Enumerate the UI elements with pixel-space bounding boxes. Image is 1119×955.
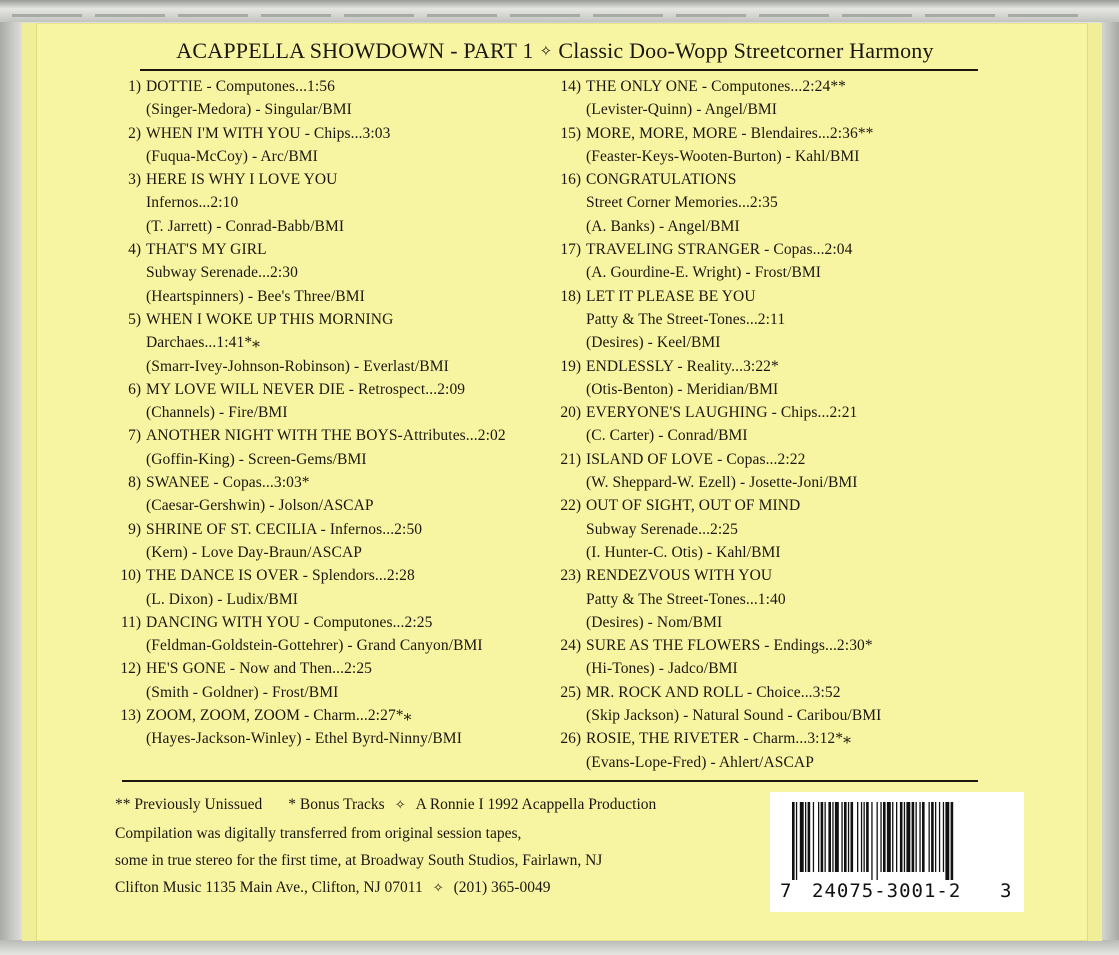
track-title: ISLAND OF LOVE - Copas...2:22 xyxy=(586,450,806,468)
footer-legend xyxy=(115,796,656,814)
track-detail-line xyxy=(108,494,538,517)
track-title-line xyxy=(548,634,978,657)
header-rule xyxy=(140,69,978,71)
track-title: MY LOVE WILL NEVER DIE - Retrospect...2:09 xyxy=(146,380,466,398)
track-detail-line xyxy=(108,401,538,424)
track-info: (Levister-Quinn) - Angel/BMI xyxy=(586,101,778,119)
case-top-edge xyxy=(0,0,1119,22)
track-entry xyxy=(108,75,538,122)
barcode-bar xyxy=(943,802,944,872)
track-title-line xyxy=(108,75,538,98)
barcode-bar xyxy=(861,802,862,872)
track-title: ENDLESSLY - Reality...3:22* xyxy=(586,357,779,375)
track-info: Patty & The Street-Tones...2:11 xyxy=(586,310,786,328)
barcode-bar xyxy=(813,802,814,872)
track-number: 26) xyxy=(560,730,581,748)
track-title: SWANEE - Copas...3:03* xyxy=(146,474,310,492)
barcode-bar xyxy=(922,802,925,872)
track-info: (Otis-Benton) - Meridian/BMI xyxy=(586,380,779,398)
barcode-bar xyxy=(851,802,854,872)
track-info: (Desires) - Nom/BMI xyxy=(586,613,723,631)
track-title-line xyxy=(108,378,538,401)
barcode-bar xyxy=(800,802,804,872)
track-title-line xyxy=(108,122,538,145)
track-detail-line xyxy=(108,145,538,168)
track-title-line xyxy=(548,448,978,471)
track-info: (W. Sheppard-W. Ezell) - Josette-Joni/BMI xyxy=(586,474,858,492)
track-number: 15) xyxy=(560,124,581,142)
track-number: 17) xyxy=(560,241,581,259)
track-title-line xyxy=(548,238,978,261)
track-title: MR. ROCK AND ROLL - Choice...3:52 xyxy=(586,683,841,701)
track-entry xyxy=(108,122,538,169)
track-entry xyxy=(108,704,538,751)
barcode-bar xyxy=(900,802,903,872)
track-title-line xyxy=(108,657,538,680)
track-entry xyxy=(548,494,978,564)
track-detail-line xyxy=(548,471,978,494)
barcode-bar xyxy=(904,802,905,872)
barcode-bar xyxy=(887,802,891,872)
track-title: DANCING WITH YOU - Computones...2:25 xyxy=(146,613,433,631)
track-detail-line xyxy=(108,355,538,378)
track-entry xyxy=(108,518,538,565)
track-title-line xyxy=(548,122,978,145)
track-info: (Hayes-Jackson-Winley) - Ethel Byrd-Ninny/BMI xyxy=(146,730,462,748)
spine-left xyxy=(22,23,37,941)
track-number: 24) xyxy=(560,637,581,655)
track-title-line xyxy=(548,168,978,191)
track-entry xyxy=(548,355,978,402)
track-entry xyxy=(548,238,978,285)
track-title: EVERYONE'S LAUGHING - Chips...2:21 xyxy=(586,404,858,422)
track-number: 8) xyxy=(128,474,141,492)
track-title: HE'S GONE - Now and Then...2:25 xyxy=(146,660,373,678)
track-entry xyxy=(108,238,538,308)
track-entry xyxy=(108,424,538,471)
track-title-line xyxy=(548,401,978,424)
track-detail-line xyxy=(108,215,538,238)
barcode-bar xyxy=(929,802,930,872)
barcode-bar xyxy=(796,802,797,880)
barcode-bar xyxy=(848,802,849,872)
track-detail-line xyxy=(108,681,538,704)
track-info: (Channels) - Fire/BMI xyxy=(146,404,288,422)
barcode-bar xyxy=(818,802,819,872)
track-info: (Singer-Medora) - Singular/BMI xyxy=(146,101,352,119)
track-info: (Desires) - Keel/BMI xyxy=(586,334,721,352)
previously-unissued-note: ** Previously Unissued xyxy=(115,796,263,813)
track-title-line xyxy=(548,681,978,704)
footer-contact xyxy=(115,879,550,897)
track-detail-line xyxy=(108,191,538,214)
track-title-line xyxy=(548,75,978,98)
track-title-line xyxy=(108,168,538,191)
track-title: THE DANCE IS OVER - Splendors...2:28 xyxy=(146,567,415,585)
track-title: ANOTHER NIGHT WITH THE BOYS-Attributes...2:02 xyxy=(146,427,506,445)
track-entry xyxy=(108,611,538,658)
publisher-address: Clifton Music 1135 Main Ave., Clifton, NJ 07011 xyxy=(115,879,423,896)
barcode-bar xyxy=(906,802,910,872)
track-title-line xyxy=(108,308,538,331)
track-title-line xyxy=(548,494,978,517)
track-title: CONGRATULATIONS xyxy=(586,171,737,189)
barcode-last-digit: 3 xyxy=(1000,880,1012,902)
diamond-icon: ✧ xyxy=(539,44,553,60)
barcode-bar xyxy=(877,802,878,880)
track-entry xyxy=(548,448,978,495)
album-title: ACAPPELLA SHOWDOWN - PART 1 xyxy=(176,38,534,63)
track-title-line xyxy=(108,704,538,727)
track-detail-line xyxy=(548,424,978,447)
track-detail-line xyxy=(108,448,538,471)
track-number: 9) xyxy=(128,520,141,538)
track-title: ZOOM, ZOOM, ZOOM - Charm...2:27*⁎ xyxy=(146,707,412,725)
barcode-bar xyxy=(919,802,920,872)
track-info: Infernos...2:10 xyxy=(146,194,239,212)
track-detail-line xyxy=(548,191,978,214)
track-title: THE ONLY ONE - Computones...2:24** xyxy=(586,78,847,95)
track-info: Patty & The Street-Tones...1:40 xyxy=(586,590,786,608)
track-info: (Smith - Goldner) - Frost/BMI xyxy=(146,683,339,701)
tracklist-left xyxy=(108,75,538,751)
barcode-bar xyxy=(792,802,795,880)
track-detail-line xyxy=(548,308,978,331)
barcode-bar xyxy=(864,802,865,872)
barcode-bar xyxy=(828,802,831,872)
barcode-main-digits: 24075-3001-2 xyxy=(812,880,962,902)
track-info: (Hi-Tones) - Jadco/BMI xyxy=(586,660,738,678)
track-detail-line xyxy=(108,588,538,611)
track-info: (A. Banks) - Angel/BMI xyxy=(586,217,740,235)
track-info: Darchaes...1:41*⁎ xyxy=(146,334,261,352)
track-entry xyxy=(548,681,978,728)
album-header xyxy=(140,38,970,64)
track-title-line xyxy=(548,285,978,308)
barcode-bar xyxy=(916,802,917,872)
track-number: 11) xyxy=(120,613,141,631)
phone-number: (201) 365-0049 xyxy=(453,879,551,896)
track-entry xyxy=(108,378,538,425)
track-info: (Feaster-Keys-Wooten-Burton) - Kahl/BMI xyxy=(586,147,860,165)
barcode-bar xyxy=(931,802,934,872)
barcode-bar xyxy=(866,802,869,872)
track-detail-line xyxy=(548,611,978,634)
track-info: (Fuqua-McCoy) - Arc/BMI xyxy=(146,147,318,165)
track-detail-line xyxy=(108,285,538,308)
track-number: 3) xyxy=(128,171,141,189)
barcode-bar xyxy=(880,802,881,872)
track-info: (I. Hunter-C. Otis) - Kahl/BMI xyxy=(586,543,781,561)
track-title: DOTTIE - Computones...1:56 xyxy=(146,78,336,95)
track-entry xyxy=(548,564,978,634)
album-subtitle: Classic Doo-Wopp Streetcorner Harmony xyxy=(558,38,934,63)
track-title: THAT'S MY GIRL xyxy=(146,241,267,259)
track-entry xyxy=(548,168,978,238)
track-title-line xyxy=(108,518,538,541)
track-title: OUT OF SIGHT, OUT OF MIND xyxy=(586,497,801,515)
barcode-bar xyxy=(835,802,839,872)
barcode-bar xyxy=(825,802,826,872)
track-number: 19) xyxy=(560,357,581,375)
track-detail-line xyxy=(548,541,978,564)
footer-studio-note: some in true stereo for the first time, at Broadway South Studios, Fairlawn, NJ xyxy=(115,852,603,869)
track-info: (Caesar-Gershwin) - Jolson/ASCAP xyxy=(146,497,374,515)
track-number: 21) xyxy=(560,450,581,468)
track-title: WHEN I WOKE UP THIS MORNING xyxy=(146,310,394,328)
track-title: MORE, MORE, MORE - Blendaires...2:36** xyxy=(586,124,874,142)
track-info: (Skip Jackson) - Natural Sound - Caribou/BMI xyxy=(586,707,882,725)
track-number: 10) xyxy=(120,567,141,585)
track-detail-line xyxy=(548,261,978,284)
track-title-line xyxy=(548,564,978,587)
track-number: 23) xyxy=(560,567,581,585)
barcode-bars xyxy=(792,802,1004,880)
track-detail-line xyxy=(108,727,538,750)
barcode-bar xyxy=(832,802,833,872)
barcode-bar xyxy=(945,802,949,880)
barcode-bar xyxy=(896,802,897,872)
track-title-line xyxy=(108,238,538,261)
track-title: SHRINE OF ST. CECILIA - Infernos...2:50 xyxy=(146,520,423,538)
track-title: TRAVELING STRANGER - Copas...2:04 xyxy=(586,241,853,259)
track-info: (Goffin-King) - Screen-Gems/BMI xyxy=(146,450,367,468)
track-entry xyxy=(548,122,978,169)
track-title: LET IT PLEASE BE YOU xyxy=(586,287,756,305)
tracklist-right xyxy=(548,75,978,774)
track-info: Subway Serenade...2:30 xyxy=(146,264,299,282)
diamond-icon: ✧ xyxy=(432,880,444,895)
barcode-bar xyxy=(892,802,893,872)
track-detail-line xyxy=(548,588,978,611)
barcode-bar xyxy=(883,802,886,872)
track-number: 20) xyxy=(560,404,581,422)
track-title-line xyxy=(108,564,538,587)
track-entry xyxy=(108,471,538,518)
track-detail-line xyxy=(548,378,978,401)
track-title-line xyxy=(548,355,978,378)
track-entry xyxy=(108,168,538,238)
track-title-line xyxy=(108,424,538,447)
track-title-line xyxy=(108,611,538,634)
barcode-bar xyxy=(841,802,842,872)
spine-right xyxy=(1087,23,1102,941)
track-detail-line xyxy=(108,634,538,657)
track-info: Street Corner Memories...2:35 xyxy=(586,194,778,212)
track-info: (Smarr-Ivey-Johnson-Robinson) - Everlast/BMI xyxy=(146,357,449,375)
track-detail-line xyxy=(108,541,538,564)
track-title: SURE AS THE FLOWERS - Endings...2:30* xyxy=(586,637,873,655)
track-info: (Evans-Lope-Fred) - Ahlert/ASCAP xyxy=(586,753,814,771)
track-detail-line xyxy=(108,98,538,121)
track-entry xyxy=(548,75,978,122)
track-info: (A. Gourdine-E. Wright) - Frost/BMI xyxy=(586,264,822,282)
track-number: 2) xyxy=(128,124,141,142)
track-info: (Heartspinners) - Bee's Three/BMI xyxy=(146,287,365,305)
barcode-bar xyxy=(951,802,954,880)
track-number: 6) xyxy=(128,380,141,398)
track-detail-line xyxy=(548,145,978,168)
barcode-bar xyxy=(844,802,847,872)
barcode-bar xyxy=(935,802,936,872)
upc-barcode xyxy=(770,792,1024,912)
barcode-bar xyxy=(939,802,940,872)
case-bottom-edge xyxy=(0,940,1119,955)
track-detail-line xyxy=(548,518,978,541)
track-entry xyxy=(108,308,538,378)
track-title: WHEN I'M WITH YOU - Chips...3:03 xyxy=(146,124,391,142)
track-detail-line xyxy=(108,331,538,354)
track-number: 16) xyxy=(560,171,581,189)
track-detail-line xyxy=(548,331,978,354)
track-title-line xyxy=(108,471,538,494)
track-title: HERE IS WHY I LOVE YOU xyxy=(146,171,338,189)
track-detail-line xyxy=(548,98,978,121)
track-info: (L. Dixon) - Ludix/BMI xyxy=(146,590,299,608)
track-entry xyxy=(548,634,978,681)
barcode-bar xyxy=(805,802,806,872)
track-number: 22) xyxy=(560,497,581,515)
barcode-bar xyxy=(821,802,824,872)
track-number: 14) xyxy=(560,78,581,95)
barcode-bar xyxy=(871,802,872,880)
track-number: 4) xyxy=(128,241,141,259)
track-info: (Kern) - Love Day-Braun/ASCAP xyxy=(146,543,362,561)
track-number: 7) xyxy=(128,427,141,445)
barcode-bar xyxy=(808,802,811,872)
track-info: (T. Jarrett) - Conrad-Babb/BMI xyxy=(146,217,345,235)
track-detail-line xyxy=(548,657,978,680)
track-info: (C. Carter) - Conrad/BMI xyxy=(586,427,748,445)
track-info: (Feldman-Goldstein-Gottehrer) - Grand Canyon/BMI xyxy=(146,637,483,655)
bonus-tracks-note: * Bonus Tracks xyxy=(288,796,385,813)
track-info: Subway Serenade...2:25 xyxy=(586,520,739,538)
track-number: 5) xyxy=(128,310,141,328)
track-detail-line xyxy=(108,261,538,284)
track-detail-line xyxy=(548,215,978,238)
track-entry xyxy=(548,727,978,774)
footer-transfer-note: Compilation was digitally transferred from original session tapes, xyxy=(115,825,522,842)
track-entry xyxy=(108,564,538,611)
diamond-icon: ✧ xyxy=(394,797,406,812)
track-title: RENDEZVOUS WITH YOU xyxy=(586,567,773,585)
track-detail-line xyxy=(548,704,978,727)
track-number: 13) xyxy=(120,707,141,725)
barcode-bar xyxy=(857,802,858,872)
barcode-bar xyxy=(912,802,915,872)
track-number: 1) xyxy=(128,78,141,95)
track-number: 18) xyxy=(560,287,581,305)
track-detail-line xyxy=(548,751,978,774)
footer-rule xyxy=(122,780,978,782)
track-number: 12) xyxy=(120,660,141,678)
track-entry xyxy=(108,657,538,704)
track-number: 25) xyxy=(560,683,581,701)
production-credit: A Ronnie I 1992 Acappella Production xyxy=(415,796,657,813)
track-entry xyxy=(548,401,978,448)
track-entry xyxy=(548,285,978,355)
track-title-line xyxy=(548,727,978,750)
barcode-first-digit: 7 xyxy=(780,880,792,902)
track-title: ROSIE, THE RIVETER - Charm...3:12*⁎ xyxy=(586,730,851,748)
